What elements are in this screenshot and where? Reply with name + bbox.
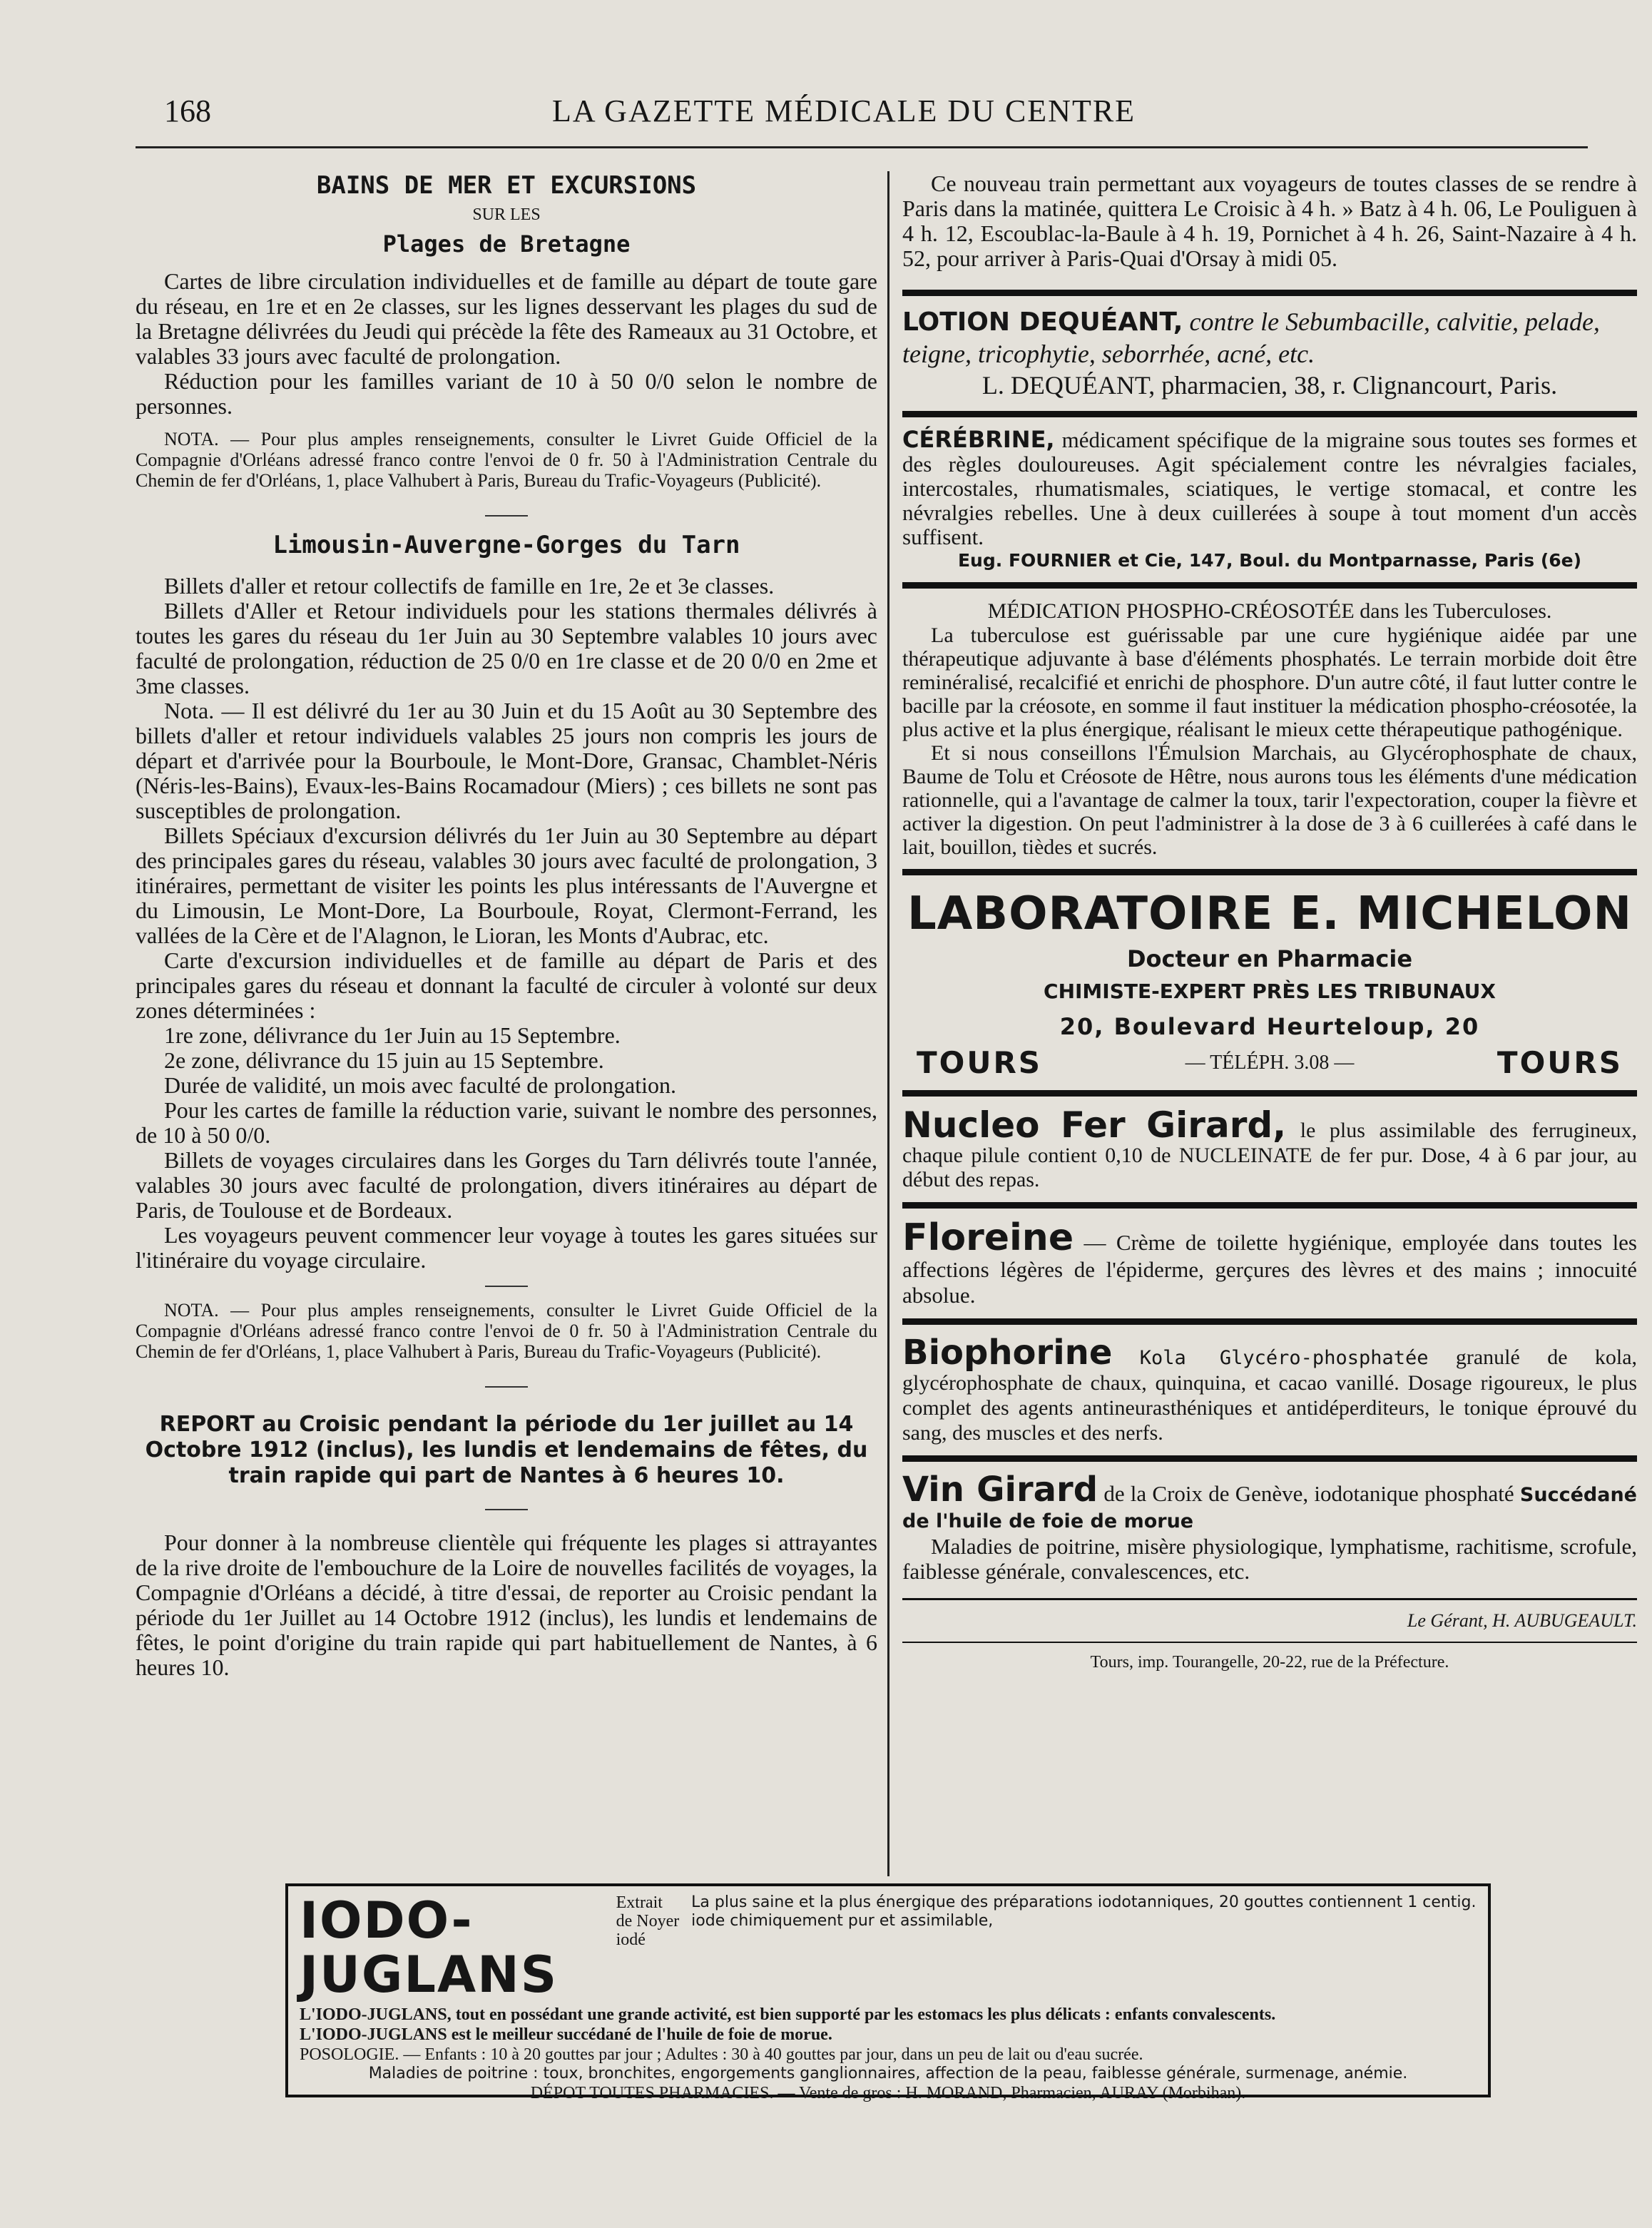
- vin-text: Maladies de poitrine, misère physiologique, lymphatisme, rachitisme, scrofule, faiblesse générale, convalescences, etc.: [902, 1534, 1637, 1584]
- bains-title: BAINS DE MER ET EXCURSIONS: [316, 171, 697, 200]
- laboratoire-line2: CHIMISTE-EXPERT PRÈS LES TRIBUNAUX: [1044, 980, 1496, 1003]
- bains-sur: SUR LES: [472, 205, 541, 224]
- left-column: [136, 171, 877, 1680]
- limousin-p: Billets d'Aller et Retour individuels pour les stations thermales délivrés à toutes les gares du réseau du 1er Juin au 30 Septembre valables 10 jours avec faculté de prolongation, réduction de 25 0/0 en 1re classe et de 20 0/0 en 2me et 3me classes.: [136, 598, 877, 698]
- rule: [902, 1455, 1637, 1462]
- nucleo-text: le plus assimilable des ferrugineux, chaque pilule contient 0,10 de NUCLEINATE de fer pur. Dose, 4 à 6 par jour, au début des repas.: [902, 1119, 1638, 1191]
- iodo-line1: L'IODO-JUGLANS, tout en possédant une grande activité, est bien supporté par les estomacs les plus délicats : enfants convalescents.: [300, 2005, 1276, 2024]
- cerebrine-text: médicament spécifique de la migraine sous toutes ses formes et des règles douloureuses. Agit spécialement contre les névralgies faciales, intercostales, rhumatismales, sciatiques, le vertige stomacal, et contre les névralgies rebelles. Une à deux cuillerées à soupe à tout moment d'un accès suffisent.: [902, 427, 1638, 549]
- floreine-ad: [902, 1216, 1638, 1308]
- page-header: [136, 93, 1552, 136]
- imprimeur: Tours, imp. Tourangelle, 20-22, rue de la Préfecture.: [1090, 1653, 1449, 1672]
- laboratoire-line3: 20, Boulevard Heurteloup, 20: [1059, 1013, 1480, 1040]
- iodo-line3: POSOLOGIE. — Enfants : 10 à 20 gouttes par jour ; Adultes : 30 à 40 gouttes par jour, dans un peu de lait ou d'eau sucrée.: [300, 2045, 1143, 2064]
- iodo-juglans-ad: [285, 1883, 1491, 2102]
- limousin-p: Billets d'aller et retour collectifs de famille en 1re, 2e et 3e classes.: [164, 573, 775, 599]
- bains-nota: NOTA. — Pour plus amples renseignements, consulter le Livret Guide Officiel de la Compagnie d'Orléans adressé franco contre l'envoi de 0 fr. 50 à l'Administration Centrale du Chemin de fer d'Orléans, 1, place Valhubert à Paris, Bureau du Trafic-Voyageurs (Publicité).: [136, 429, 877, 491]
- cerebrine-name: CÉRÉBRINE,: [902, 426, 1055, 453]
- biophorine-text: granulé de kola, glycérophosphate de chaux, quinquina, et cacao vanillé. Dosage rigoureux, le plus complet des agents antineurasthéniques et antidéperditeurs, le tonique éprouvé du sang, des muscles et des nerfs.: [902, 1346, 1638, 1445]
- bains-section: [136, 171, 877, 491]
- bains-subtitle: Plages de Bretagne: [382, 230, 631, 258]
- separator: [485, 515, 528, 517]
- vin-ad: [902, 1472, 1637, 1584]
- floreine-name: Floreine: [902, 1216, 1074, 1259]
- rule: [902, 1642, 1637, 1643]
- limousin-p: Carte d'excursion individuelles et de famille au départ de Paris et des principales gares du réseau et donnant la faculté de circuler à volonté sur deux zones déterminées :: [136, 947, 877, 1023]
- bains-p1: Cartes de libre circulation individuelles et de famille au départ de toute gare du réseau, en 1re et en 2e classes, sur les lignes desservant les plages du sud de la Bretagne délivrées du Jeudi qui précède la fête des Rameaux au 31 Octobre, et valables 33 jours avec faculté de prolongation.: [136, 268, 877, 369]
- laboratoire-line1: Docteur en Pharmacie: [1126, 945, 1413, 972]
- medication-p2: Et si nous conseillons l'Émulsion Marchais, au Glycérophosphate de chaux, Baume de Tolu et Créosote de Hêtre, nous aurons tous les éléments d'une médication rationnelle, qui a l'avantage de calmer la toux, tarir l'expectoration, couper la fièvre et activer la digestion. On peut l'administrer à la dose de 3 à 6 cuillerées à café dans le lait, bouillon, tièdes et sucrés.: [902, 741, 1637, 859]
- limousin-p: Durée de validité, un mois avec faculté de prolongation.: [164, 1072, 676, 1098]
- running-title: LA GAZETTE MÉDICALE DU CENTRE: [551, 93, 1136, 128]
- iodo-paren: Extrait de Noyer iodé: [616, 1893, 680, 1949]
- lotion-text: contre le Sebumbacille, calvitie, pelade, teigne, tricophytie, seborrhée, acné, etc.: [902, 307, 1600, 368]
- limousin-p: Billets de voyages circulaires dans les Gorges du Tarn délivrés toute l'année, valables 30 jours avec faculté de prolongation, divers itinéraires au départ de Paris, de Toulouse et de Bordeaux.: [136, 1147, 877, 1223]
- lotion-ad: [902, 306, 1637, 401]
- cerebrine-ad: [902, 427, 1637, 572]
- vin-line1: de la Croix de Genève, iodotanique phosphaté: [1103, 1481, 1514, 1506]
- separator: [485, 1286, 528, 1287]
- medication-ad: [902, 599, 1637, 859]
- bains-p2: Réduction pour les familles variant de 10 à 50 0/0 selon le nombre de personnes.: [136, 368, 877, 419]
- rule: [902, 1598, 1637, 1600]
- laboratoire-ad: [902, 885, 1637, 1080]
- iodo-desc: La plus saine et la plus énergique des préparations iodotanniques, 20 gouttes contiennent 1 centig. iode chimiquement pur et assimilable,: [691, 1893, 1477, 1930]
- rule: [902, 1090, 1637, 1097]
- laboratoire-phone: — TÉLÉPH. 3.08 —: [1185, 1051, 1355, 1074]
- rule: [902, 1318, 1637, 1325]
- limousin-title: Limousin-Auvergne-Gorges du Tarn: [272, 531, 740, 559]
- iodo-line2: L'IODO-JUGLANS est le meilleur succédané de l'huile de foie de morue.: [300, 2025, 832, 2044]
- city-left: TOURS: [917, 1045, 1043, 1080]
- rule: [902, 290, 1637, 296]
- right-column: [902, 171, 1637, 1672]
- train-text: Ce nouveau train permettant aux voyageurs de toutes classes de se rendre à Paris dans la matinée, quittera Le Croisic à 4 h. » Batz à 4 h. 06, Le Pouliguen à 4 h. 12, Escoublac-la-Baule à 4 h. 19, Pornichet à 4 h. 26, Saint-Nazaire à 4 h. 52, pour arriver à Paris-Quai d'Orsay à midi 05.: [902, 171, 1637, 271]
- limousin-p: 2e zone, délivrance du 15 juin au 15 Septembre.: [164, 1047, 604, 1073]
- medication-title: MÉDICATION PHOSPHO-CRÉOSOTÉE dans les Tuberculoses.: [987, 599, 1552, 623]
- nucleo-name: Nucleo Fer Girard,: [902, 1104, 1287, 1146]
- limousin-p: Nota. — Il est délivré du 1er au 30 Juin et du 15 Août au 30 Septembre des billets d'aller et retour individuels valables 25 jours non compris les jours de départ et d'arrivée pour la Bourboule, le Mont-Dore, Gransac, Chamblet-Néris (Néris-les-Bains), Evaux-les-Bains Rocamadour (Miers) ; ces billets ne sont pas susceptibles de prolongation.: [136, 698, 877, 823]
- limousin-section: [136, 531, 877, 1362]
- separator: [485, 1509, 528, 1510]
- vin-name: Vin Girard: [902, 1470, 1098, 1510]
- limousin-p: 1re zone, délivrance du 1er Juin au 15 Septembre.: [164, 1022, 621, 1048]
- rule: [902, 869, 1637, 875]
- gerant: Le Gérant, H. AUBUGEAULT.: [1407, 1610, 1637, 1631]
- rule: [902, 582, 1637, 589]
- report-section: [136, 1412, 877, 1680]
- separator: [485, 1386, 528, 1388]
- column-divider: [887, 171, 889, 1876]
- report-title: REPORT au Croisic pendant la période du 1er juillet au 14 Octobre 1912 (inclus), les lundis et lendemains de fêtes, du train rapide qui part de Nantes à 6 heures 10.: [145, 1412, 868, 1488]
- iodo-line4: Maladies de poitrine : toux, bronchites, engorgements ganglionnaires, affection de la peau, faiblesse générale, surmenage, anémie.: [368, 2065, 1408, 2082]
- medication-p1: La tuberculose est guérissable par une cure hygiénique aidée par une thérapeutique adjuvante à base d'éléments phosphatés. Le terrain morbide doit être reminéralisé, recalcifié et enrichi de phosphore. D'un autre côté, il faut lutter contre le bacille par la créosote, en somme il faut instituer la médication phospho-créosotée, la plus active et la plus énergique, réalisant le mieux cette thérapeutique pathogénique.: [902, 624, 1637, 741]
- limousin-p: Billets Spéciaux d'excursion délivrés du 1er Juin au 30 Septembre au départ des principales gares du réseau, valables 30 jours avec faculté de prolongation, 3 itinéraires, permettant de visiter les points les plus intéressants de l'Auvergne et du Limousin, Le Mont-Dore, La Bourboule, Royat, Clermont-Ferrand, les vallées de la Cère et de l'Alagnon, le Lioran, les Monts d'Aubrac, etc.: [136, 823, 877, 948]
- lotion-name: LOTION DEQUÉANT,: [902, 307, 1183, 337]
- cerebrine-address: Eug. FOURNIER et Cie, 147, Boul. du Montparnasse, Paris (6e): [957, 550, 1582, 571]
- limousin-p: Les voyageurs peuvent commencer leur voyage à toutes les gares situées sur l'itinéraire du voyage circulaire.: [136, 1222, 877, 1273]
- floreine-text: — Crème de toilette hygiénique, employée dans toutes les affections légères de l'épiderme, gerçures des lèvres et des mains ; innocuité absolue.: [902, 1230, 1638, 1308]
- page-number: 168: [164, 93, 211, 128]
- rule: [902, 1202, 1637, 1209]
- vin-line2: Succédané de l'huile de foie de morue: [902, 1484, 1637, 1532]
- nucleo-ad: [902, 1104, 1638, 1192]
- laboratoire-title: LABORATOIRE E. MICHELON: [907, 887, 1633, 940]
- report-body: Pour donner à la nombreuse clientèle qui fréquente les plages si attrayantes de la rive droite de l'embouchure de la Loire de nouvelles facilités de voyages, la Compagnie d'Orléans a décidé, à titre d'essai, de reporter au Croisic pendant la période du 1er Juillet au 14 Octobre 1912 (inclus), les lundis et lendemains de fêtes, le point d'origine du train rapide qui part habituellement de Nantes, à 6 heures 10.: [136, 1530, 877, 1680]
- rule: [902, 411, 1637, 417]
- iodo-line5: DÉPOT TOUTES PHARMACIES. — Vente de gros : H. MORAND, Pharmacien, AURAY (Morbihan).: [530, 2084, 1246, 2102]
- city-right: TOURS: [1497, 1045, 1623, 1080]
- biophorine-sub: Kola Glycéro-phosphatée: [1139, 1347, 1429, 1369]
- limousin-nota: NOTA. — Pour plus amples renseignements, consulter le Livret Guide Officiel de la Compagnie d'Orléans adressé franco contre l'envoi de 0 fr. 50 à l'Administration Centrale du Chemin de fer d'Orléans, 1, place Valhubert à Paris, Bureau du Trafic-Voyageurs (Publicité).: [136, 1300, 877, 1362]
- biophorine-ad: [902, 1335, 1637, 1445]
- lotion-address: L. DEQUÉANT, pharmacien, 38, r. Clignancourt, Paris.: [981, 371, 1558, 400]
- header-rule: [136, 146, 1588, 148]
- iodo-title: IODO-JUGLANS: [300, 1891, 559, 2004]
- limousin-p: Pour les cartes de famille la réduction varie, suivant le nombre des personnes, de 10 à 50 0/0.: [136, 1097, 877, 1148]
- biophorine-name: Biophorine: [902, 1333, 1113, 1373]
